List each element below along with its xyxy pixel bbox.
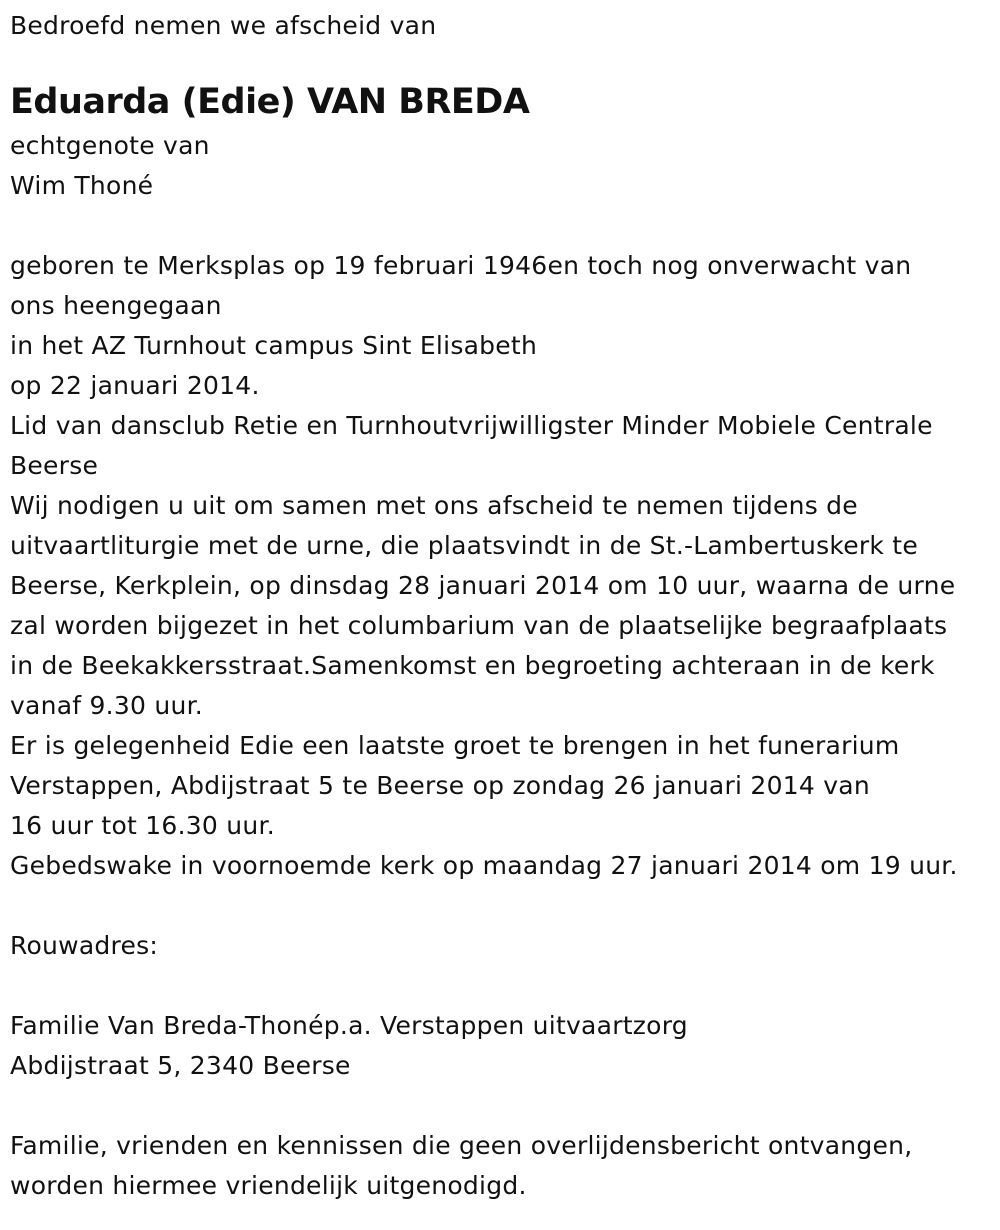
address-line: Abdijstraat 5, 2340 Beerse bbox=[10, 1051, 351, 1080]
details-line: 16 uur tot 16.30 uur. bbox=[10, 811, 275, 840]
details-line: op 22 januari 2014. bbox=[10, 371, 260, 400]
details-block bbox=[10, 246, 990, 886]
details-line: Beerse, Kerkplein, op dinsdag 28 januari 2014 om 10 uur, waarna de urne bbox=[10, 571, 956, 600]
closing-line: Familie, vrienden en kennissen die geen overlijdensbericht ontvangen, bbox=[10, 1131, 913, 1160]
details-line: Beerse bbox=[10, 451, 99, 480]
details-line: in de Beekakkersstraat.Samenkomst en begroeting achteraan in de kerk bbox=[10, 651, 935, 680]
spacer bbox=[10, 206, 990, 246]
details-line: uitvaartliturgie met de urne, die plaatsvindt in de St.-Lambertuskerk te bbox=[10, 531, 918, 560]
deceased-name: Eduarda (Edie) VAN BREDA bbox=[10, 82, 530, 122]
spacer bbox=[10, 1086, 990, 1126]
spacer bbox=[10, 966, 990, 1006]
closing-line: worden hiermee vriendelijk uitgenodigd. bbox=[10, 1171, 527, 1200]
details-line: Gebedswake in voornoemde kerk op maandag 27 januari 2014 om 19 uur. bbox=[10, 851, 958, 880]
details-line: Wij nodigen u uit om samen met ons afscheid te nemen tijdens de bbox=[10, 491, 858, 520]
spouse-name: Wim Thoné bbox=[10, 171, 154, 200]
spouse-label: echtgenote van bbox=[10, 131, 210, 160]
intro-text: Bedroefd nemen we afscheid van bbox=[10, 11, 437, 40]
details-line: zal worden bijgezet in het columbarium van de plaatselijke begraafplaats bbox=[10, 611, 948, 640]
spacer bbox=[10, 886, 990, 926]
details-line: ons heengegaan bbox=[10, 291, 222, 320]
details-line: vanaf 9.30 uur. bbox=[10, 691, 204, 720]
details-line: Lid van dansclub Retie en Turnhoutvrijwilligster Minder Mobiele Centrale bbox=[10, 411, 933, 440]
details-line: geboren te Merksplas op 19 februari 1946en toch nog onverwacht van bbox=[10, 251, 912, 280]
address-line: Familie Van Breda-Thonép.a. Verstappen uitvaartzorg bbox=[10, 1011, 688, 1040]
details-line: Verstappen, Abdijstraat 5 te Beerse op zondag 26 januari 2014 van bbox=[10, 771, 870, 800]
details-line: in het AZ Turnhout campus Sint Elisabeth bbox=[10, 331, 538, 360]
details-line: Er is gelegenheid Edie een laatste groet te brengen in het funerarium bbox=[10, 731, 900, 760]
address-label: Rouwadres: bbox=[10, 931, 159, 960]
